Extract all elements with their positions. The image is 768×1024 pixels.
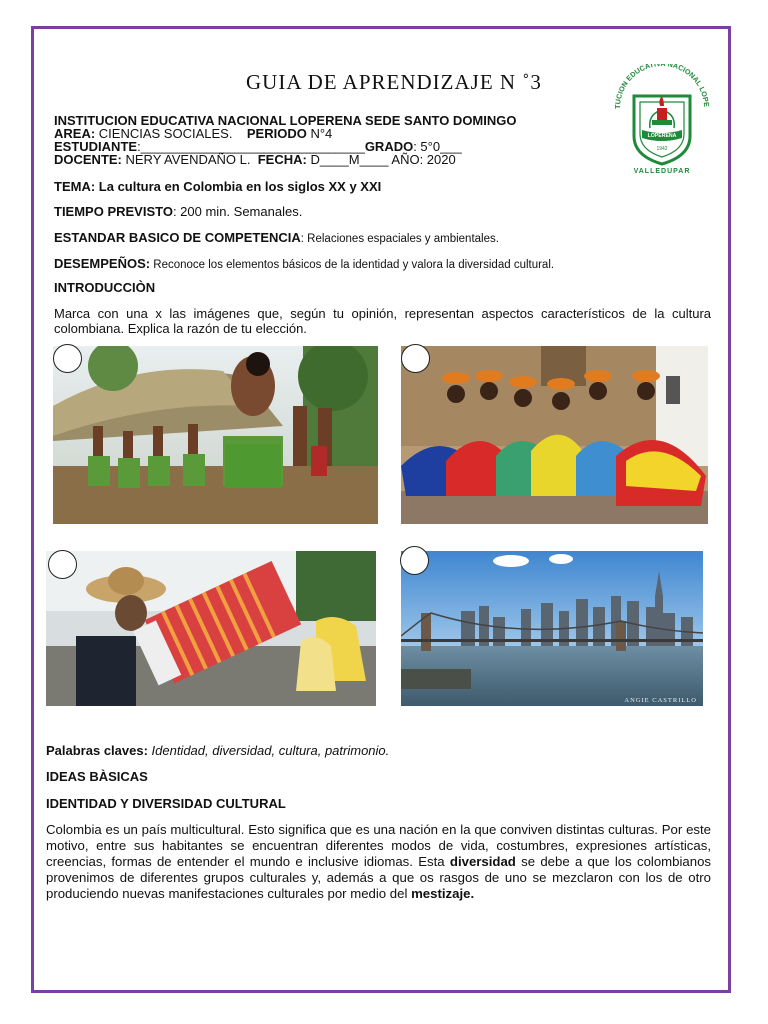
indigenous-dance-photo xyxy=(53,346,378,524)
desempenos-value: Reconoce los elementos básicos de la identidad y valora la diversidad cultural. xyxy=(150,259,555,271)
grado-label: GRADO xyxy=(364,139,414,154)
estudiante-label: ESTUDIANTE xyxy=(54,139,138,154)
tema-label: TEMA: xyxy=(54,179,96,194)
body-paragraph xyxy=(46,822,711,902)
intro-heading: INTRODUCCIÒN xyxy=(54,280,156,295)
palenqueras-photo xyxy=(401,346,708,524)
tiempo-value: : 200 min. Semanales. xyxy=(172,204,303,219)
mark-circle-1[interactable] xyxy=(53,344,82,373)
docente-label: DOCENTE: xyxy=(54,152,122,167)
desempenos-label: DESEMPEÑOS: xyxy=(54,256,151,271)
logo-city: VALLEDUPAR xyxy=(633,168,691,175)
mark-circle-3[interactable] xyxy=(48,550,77,579)
photo-watermark: ANGIE CASTRILLO xyxy=(624,697,697,704)
docente-value: NERY AVENDAÑO L. xyxy=(121,152,251,167)
mark-circle-4[interactable] xyxy=(400,546,429,575)
mark-circle-2[interactable] xyxy=(401,344,430,373)
accordion-vallenato-photo xyxy=(46,551,376,706)
periodo-label: PERIODO xyxy=(246,126,307,141)
section-heading: IDENTIDAD Y DIVERSIDAD CULTURAL xyxy=(46,796,286,811)
estudiante-value[interactable]: :_______________________________ xyxy=(137,139,365,154)
desempenos-line xyxy=(54,257,554,272)
tema-value: La cultura en Colombia en los siglos XX y XXI xyxy=(95,179,382,194)
school-logo xyxy=(612,64,712,176)
body-bold-diversidad: diversidad xyxy=(449,854,516,869)
keywords-label: Palabras claves: xyxy=(46,743,148,758)
teacher-line xyxy=(54,153,456,166)
tiempo-label: TIEMPO PREVISTO xyxy=(54,204,173,219)
tema-line xyxy=(54,180,381,193)
grado-value: : 5°0___ xyxy=(413,139,462,154)
school-name: INSTITUCION EDUCATIVA NACIONAL LOPERENA SEDE SANTO DOMINGO xyxy=(54,113,517,128)
body-text-1: Colombia es un país multicultural. Esto significa que es una nación en la que conviven distintas culturas. Por este motivo, entre sus habitantes se encuentran diferentes modos de vida, costumbres, expresiones artísticas, creencias, formas de entender el mundo e inclusive idiomas. Esta xyxy=(46,822,711,869)
logo-year: 1942 xyxy=(656,146,668,152)
estandar-line xyxy=(54,231,499,246)
area-label: AREA: xyxy=(54,126,96,141)
keywords-value: Identidad, diversidad, cultura, patrimonio. xyxy=(147,743,390,758)
logo-arc-text: TUCION EDUCATI NACIONAL LOPE xyxy=(612,64,712,110)
intro-text: Marca con una x las imágenes que, según tu opinión, representan aspectos característicos de la cultura colombiana. Explica la razón de tu elección. xyxy=(54,306,711,336)
body-text-2: se debe a que los colombianos provenimos de diferentes grupos culturales y, además a que os rasgos de uno se mezclaron con los de otro produciendo nuevas manifestaciones culturales por medio del xyxy=(46,854,712,901)
body-bold-mestizaje: mestizaje. xyxy=(411,886,475,901)
guide-title: GUIA DE APRENDIZAJE N ˚3 xyxy=(246,70,542,94)
estandar-label: ESTANDAR BASICO DE COMPETENCIA xyxy=(54,230,301,245)
area-value: CIENCIAS SOCIALES. xyxy=(95,126,233,141)
ideas-heading: IDEAS BÀSICAS xyxy=(46,769,148,784)
fecha-label: FECHA: xyxy=(257,152,307,167)
logo-ribbon: LOPERENA xyxy=(647,133,677,139)
keywords-line xyxy=(46,743,389,758)
periodo-value: N°4 xyxy=(306,126,333,141)
tiempo-line xyxy=(54,205,302,218)
estandar-value: : Relaciones espaciales y ambientales. xyxy=(300,233,499,245)
fecha-value: D____M____ AÑO: 2020 xyxy=(306,152,456,167)
new-york-skyline-photo xyxy=(401,551,703,706)
